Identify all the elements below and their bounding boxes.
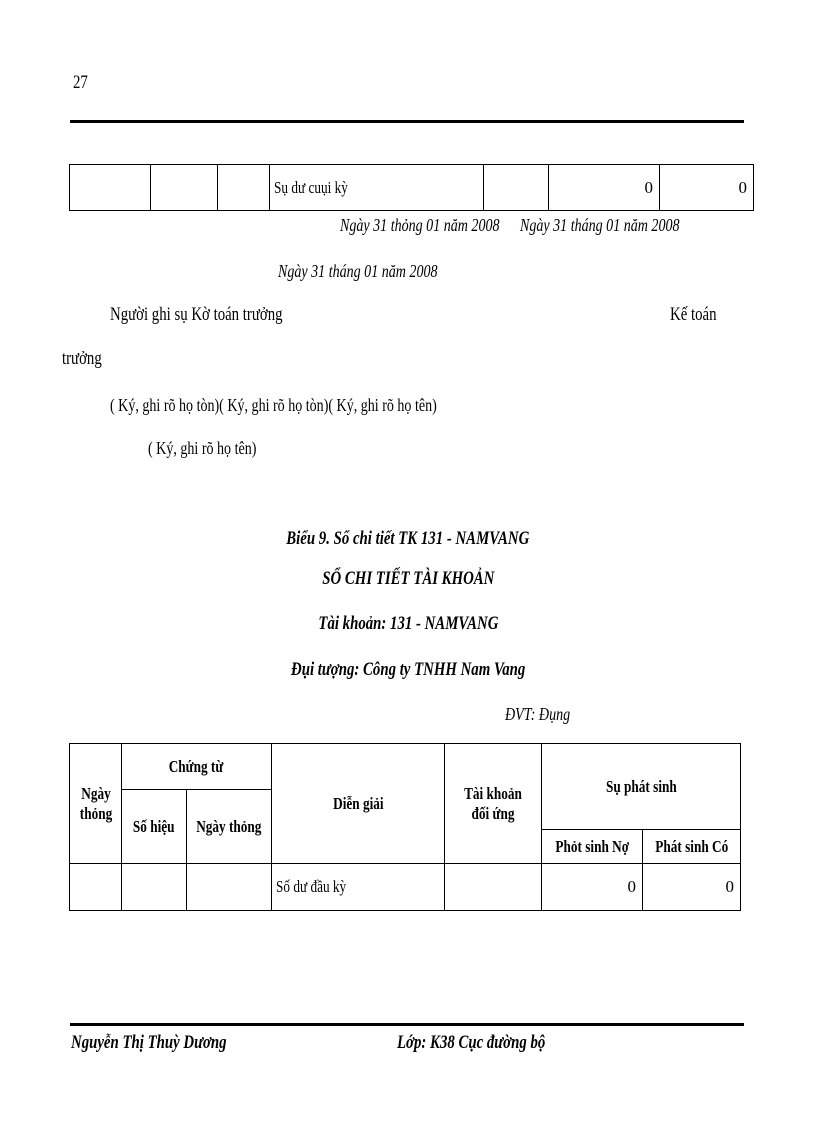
closing-balance-table [69,164,754,211]
footer-class: Lớp: K38 Cục đường bộ [397,1032,546,1053]
row-debit: 0 [542,864,643,911]
empty-cell [218,165,270,211]
header-voucher-no: Số hiệu [122,790,187,864]
page-number: 27 [73,72,88,93]
unit-label: ĐVT: Đụng [505,704,571,724]
row-credit: 0 [643,864,741,911]
footer-rule [70,1023,744,1026]
header-contra-account: Tài khoản đối ứng [445,744,542,864]
signature-note-2: ( Ký, ghi rõ họ tên) [148,438,257,458]
header-debit: Phỏt sinh Nợ [542,830,643,864]
empty-cell [484,165,549,211]
header-voucher: Chứng từ [122,744,272,790]
row-voucher-no [122,864,187,911]
row-description: Số dư đầu kỳ [272,864,445,911]
signature-date-1: Ngày 31 thỏng 01 năm 2008 [340,215,500,235]
header-rule [70,120,744,123]
empty-cell [70,165,151,211]
closing-credit: 0 [660,165,754,211]
form-title: Biểu 9. Sổ chi tiết TK 131 - NAMVANG [286,528,530,549]
empty-cell [151,165,218,211]
row-date [70,864,122,911]
object-title: Đụi tượng: Công ty TNHH Nam Vang [290,659,526,680]
header-voucher-date: Ngày thỏng [187,790,272,864]
signature-date-2: Ngày 31 tháng 01 năm 2008 [520,215,680,235]
signature-role-wrap: trưởng [62,348,102,369]
signature-role-right: Kế toán [670,304,717,325]
signature-roles: Người ghi sụ Kờ toán trưởng [110,304,283,325]
header-transactions: Sụ phát sinh [542,744,741,830]
header-description: Diễn giải [272,744,445,864]
header-date: Ngày thỏng [70,744,122,864]
footer-author: Nguyễn Thị Thuỳ Dương [71,1032,227,1053]
row-contra [445,864,542,911]
closing-debit: 0 [549,165,660,211]
header-credit: Phát sinh Có [643,830,741,864]
table-row [70,864,741,911]
row-voucher-date [187,864,272,911]
closing-balance-label: Sụ dư cuụi kỳ [270,165,484,211]
table-row [70,165,754,211]
signature-date-3: Ngày 31 tháng 01 năm 2008 [278,261,438,281]
signature-note: ( Ký, ghi rõ họ tòn)( Ký, ghi rõ họ tòn)( Ký, ghi rõ họ tên) [110,395,437,415]
account-title: Tài khoản: 131 - NAMVANG [317,613,499,634]
header-row [70,744,741,790]
ledger-heading: SỔ CHI TIẾT TÀI KHOẢN [321,568,495,589]
ledger-table [69,743,741,911]
